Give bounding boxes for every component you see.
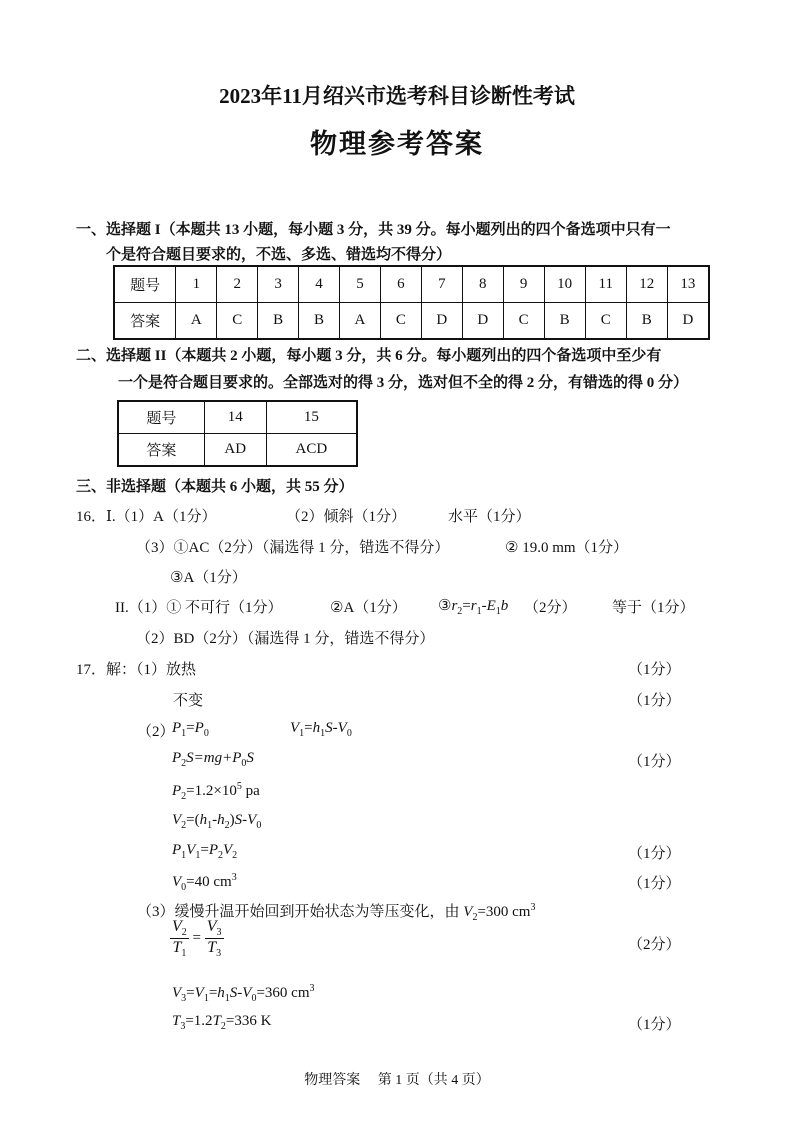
formula-part: = xyxy=(186,720,195,736)
formula-part: 2 xyxy=(181,820,187,831)
formula-part: P xyxy=(172,783,182,799)
score: （1分） xyxy=(628,693,681,709)
formula-part: 3 xyxy=(231,872,237,883)
formula-part: - xyxy=(242,812,248,828)
formula-part: = xyxy=(200,842,209,858)
formula-part: =1.2×10 xyxy=(186,783,237,799)
score: （1分） xyxy=(628,754,681,770)
formula-part: 1 xyxy=(476,606,482,617)
q17-intro: 17．解：（1）放热 xyxy=(76,662,197,678)
question-number-cell: 2 xyxy=(217,266,258,303)
q16-line4a: II.（1）① 不可行（1分） xyxy=(115,600,283,616)
formula-part: =1.2 xyxy=(185,1013,213,1029)
formula-part: = xyxy=(304,720,313,736)
formula xyxy=(172,781,260,802)
formula-part: r xyxy=(451,598,458,614)
subscript: 3 xyxy=(216,948,222,960)
formula-part: S xyxy=(246,750,254,766)
q17-line2: 不变 xyxy=(173,693,204,709)
subscript: 3 xyxy=(216,927,222,939)
formula-part: E xyxy=(486,598,496,614)
row-label: 答案 xyxy=(114,303,176,340)
answer-cell: B xyxy=(258,303,299,340)
formula xyxy=(463,902,536,923)
section2-heading: 二、选择题 II（本题共 2 小题，每小题 3 分，共 6 分。每小题列出的四个备选项中至少有 xyxy=(76,348,662,364)
section3-heading: 三、非选择题（本题共 6 小题，共 55 分） xyxy=(76,479,354,495)
question-number-cell: 15 xyxy=(266,401,357,434)
formula-part: 2 xyxy=(232,850,238,861)
formula-part: S xyxy=(234,812,243,828)
table-row xyxy=(118,434,357,467)
question-number-cell: 14 xyxy=(204,401,266,434)
formula-part: P xyxy=(208,842,218,858)
score: （2分） xyxy=(628,937,681,953)
formula-part: = xyxy=(462,598,471,614)
q16-line1b: （2）倾斜（1分） xyxy=(286,509,407,525)
question-number-cell: 8 xyxy=(462,266,503,303)
formula-part: h xyxy=(217,812,225,828)
q16-line4d: （2分） xyxy=(524,600,577,616)
formula-part: T xyxy=(172,1013,181,1029)
formula-part: 2 xyxy=(224,820,230,831)
formula-part: 2 xyxy=(181,791,187,802)
formula-part: = xyxy=(186,985,195,1001)
formula-part: b xyxy=(500,598,509,614)
answer-cell: B xyxy=(544,303,585,340)
formula-part: 2 xyxy=(220,1021,226,1032)
formula-part: S xyxy=(229,985,238,1001)
formula xyxy=(172,983,315,1004)
q17-part3-text: （3）缓慢升温开始回到开始状态为等压变化，由 xyxy=(137,904,464,920)
answer-cell: C xyxy=(585,303,626,340)
footer-page-number: 第 1 页（共 4 页） xyxy=(377,1073,490,1088)
formula-part: V xyxy=(172,985,182,1001)
formula-part: V xyxy=(194,985,204,1001)
formula xyxy=(172,720,209,739)
page-footer xyxy=(0,1069,794,1089)
answer-cell: AD xyxy=(204,434,266,467)
subscript: 1 xyxy=(181,948,187,960)
formula-part: 3 xyxy=(181,993,187,1004)
formula xyxy=(172,842,237,861)
question-number-cell: 3 xyxy=(258,266,299,303)
formula-part: P xyxy=(172,750,182,766)
formula-part: 1 xyxy=(495,606,501,617)
formula-part: 1 xyxy=(195,850,201,861)
answer-cell: D xyxy=(462,303,503,340)
formula-part: h xyxy=(312,720,321,736)
circle-3: ③ xyxy=(438,598,452,614)
formula-part: =300 cm xyxy=(477,904,531,920)
question-number-cell: 13 xyxy=(667,266,709,303)
q17-part2-label: （2） xyxy=(137,724,175,740)
formula-part: S=mg+P xyxy=(186,750,242,766)
formula-part: 1 xyxy=(224,993,230,1004)
formula-part: V xyxy=(186,842,196,858)
question-number-cell: 12 xyxy=(626,266,667,303)
question-number-cell: 6 xyxy=(380,266,421,303)
formula-part: =360 cm xyxy=(256,985,310,1001)
row-label: 题号 xyxy=(114,266,176,303)
q16-line3: ③A（1分） xyxy=(170,570,247,586)
q16-line2a: （3）①AC（2分）（漏选得 1 分，错选不得分） xyxy=(136,540,450,556)
formula-part: 2 xyxy=(457,606,463,617)
answer-cell: C xyxy=(503,303,544,340)
formula-part: 0 xyxy=(251,993,257,1004)
exam-title: 2023年11月绍兴市选考科目诊断性考试 xyxy=(219,84,575,108)
denominator: T xyxy=(172,939,182,957)
formula-part: V xyxy=(222,842,233,858)
numerator: V xyxy=(172,918,182,935)
formula-part: r xyxy=(470,598,477,614)
formula-part: 1 xyxy=(203,993,209,1004)
answer-cell: A xyxy=(340,303,381,340)
answer-cell: ACD xyxy=(266,434,357,467)
formula-part: V xyxy=(463,904,473,920)
table-row xyxy=(114,303,709,340)
formula-part: pa xyxy=(241,783,260,799)
formula-part: P xyxy=(194,720,204,736)
q16-line5: （2）BD（2分）（漏选得 1 分，错选不得分） xyxy=(136,631,435,647)
page-title: 物理参考答案 xyxy=(310,129,484,159)
formula-part: - xyxy=(237,985,243,1001)
q16-line4e: 等于（1分） xyxy=(612,600,695,616)
row-label: 答案 xyxy=(118,434,204,467)
section2-heading-cont: 一个是符合题目要求的。全部选对的得 3 分，选对但不全的得 2 分，有错选的得 0 分） xyxy=(118,375,689,391)
formula-part: V xyxy=(290,720,300,736)
formula-part: 3 xyxy=(530,902,536,913)
formula-part: ) xyxy=(229,812,235,828)
formula xyxy=(172,872,237,893)
answer-cell: C xyxy=(217,303,258,340)
score: （1分） xyxy=(628,846,681,862)
question-number-cell: 5 xyxy=(340,266,381,303)
formula-part: 2 xyxy=(472,912,478,923)
score: （1分） xyxy=(628,662,681,678)
formula-part: =40 cm xyxy=(186,874,232,890)
answer-cell: B xyxy=(299,303,340,340)
formula-part: P xyxy=(172,720,182,736)
answer-cell: A xyxy=(176,303,217,340)
formula-part: h xyxy=(199,812,208,828)
score: （1分） xyxy=(628,1017,681,1033)
section1-heading-cont: 个是符合题目要求的，不选、多选、错选均不得分） xyxy=(106,247,452,263)
formula-part: T xyxy=(212,1013,221,1029)
formula-part: 3 xyxy=(309,983,315,994)
q16-line2b: ② 19.0 mm（1分） xyxy=(505,540,629,556)
formula xyxy=(290,720,352,739)
formula-part: = xyxy=(208,985,218,1001)
formula-part: 0 xyxy=(256,820,262,831)
formula-part: 0 xyxy=(241,758,247,769)
q16-line1c: 水平（1分） xyxy=(448,509,531,525)
formula-part: V xyxy=(172,874,182,890)
formula-part: - xyxy=(481,598,487,614)
question-number-cell: 11 xyxy=(585,266,626,303)
answer-table-1 xyxy=(113,265,710,340)
question-number-cell: 1 xyxy=(176,266,217,303)
formula-part: V xyxy=(172,812,182,828)
formula-part: V xyxy=(337,720,347,736)
answer-cell: C xyxy=(380,303,421,340)
fraction xyxy=(170,918,189,959)
formula-part: 2 xyxy=(217,850,223,861)
formula-part: - xyxy=(332,720,338,736)
row-label: 题号 xyxy=(118,401,204,434)
formula-part: S xyxy=(325,720,333,736)
formula-part: 0 xyxy=(181,882,187,893)
denominator: T xyxy=(207,939,217,957)
formula xyxy=(172,750,254,769)
fraction-equation xyxy=(170,918,224,959)
formula xyxy=(172,812,261,831)
section1-heading: 一、选择题 I（本题共 13 小题，每小题 3 分，共 39 分。每小题列出的四个备选项中只有一 xyxy=(76,222,671,238)
q16-line4b: ②A（1分） xyxy=(330,600,407,616)
formula-part: V xyxy=(242,985,252,1001)
formula-part: 3 xyxy=(180,1021,186,1032)
table-row xyxy=(114,266,709,303)
formula-part: =336 K xyxy=(225,1013,272,1029)
q16-line4c xyxy=(438,596,508,617)
formula xyxy=(172,1013,271,1032)
question-number-cell: 9 xyxy=(503,266,544,303)
score: （1分） xyxy=(628,876,681,892)
subscript: 2 xyxy=(181,927,187,939)
formula-part: V xyxy=(247,812,257,828)
answer-cell: B xyxy=(626,303,667,340)
answer-cell: D xyxy=(421,303,462,340)
formula-part: h xyxy=(217,985,225,1001)
formula-part: 1 xyxy=(299,728,305,739)
formula-part: 0 xyxy=(346,728,352,739)
footer-subject: 物理答案 xyxy=(304,1073,361,1088)
equals: = xyxy=(192,930,201,947)
formula-part: - xyxy=(212,812,218,828)
formula-part: 1 xyxy=(181,728,187,739)
question-number-cell: 4 xyxy=(299,266,340,303)
formula-part: 0 xyxy=(203,728,209,739)
formula-part: =( xyxy=(186,812,200,828)
formula-part: 1 xyxy=(320,728,326,739)
answer-table-2 xyxy=(117,400,358,467)
question-number-cell: 7 xyxy=(421,266,462,303)
numerator: V xyxy=(206,918,217,935)
table-row xyxy=(118,401,357,434)
formula-part: 5 xyxy=(236,781,242,792)
formula-part: 2 xyxy=(181,758,187,769)
fraction xyxy=(205,918,224,959)
formula-part: 1 xyxy=(207,820,213,831)
question-number-cell: 10 xyxy=(544,266,585,303)
formula-part: P xyxy=(172,842,182,858)
formula-r2 xyxy=(451,598,509,617)
answer-cell: D xyxy=(667,303,709,340)
formula-part: 1 xyxy=(181,850,187,861)
q16-line1a: 16．Ⅰ.（1）A（1分） xyxy=(76,509,217,525)
